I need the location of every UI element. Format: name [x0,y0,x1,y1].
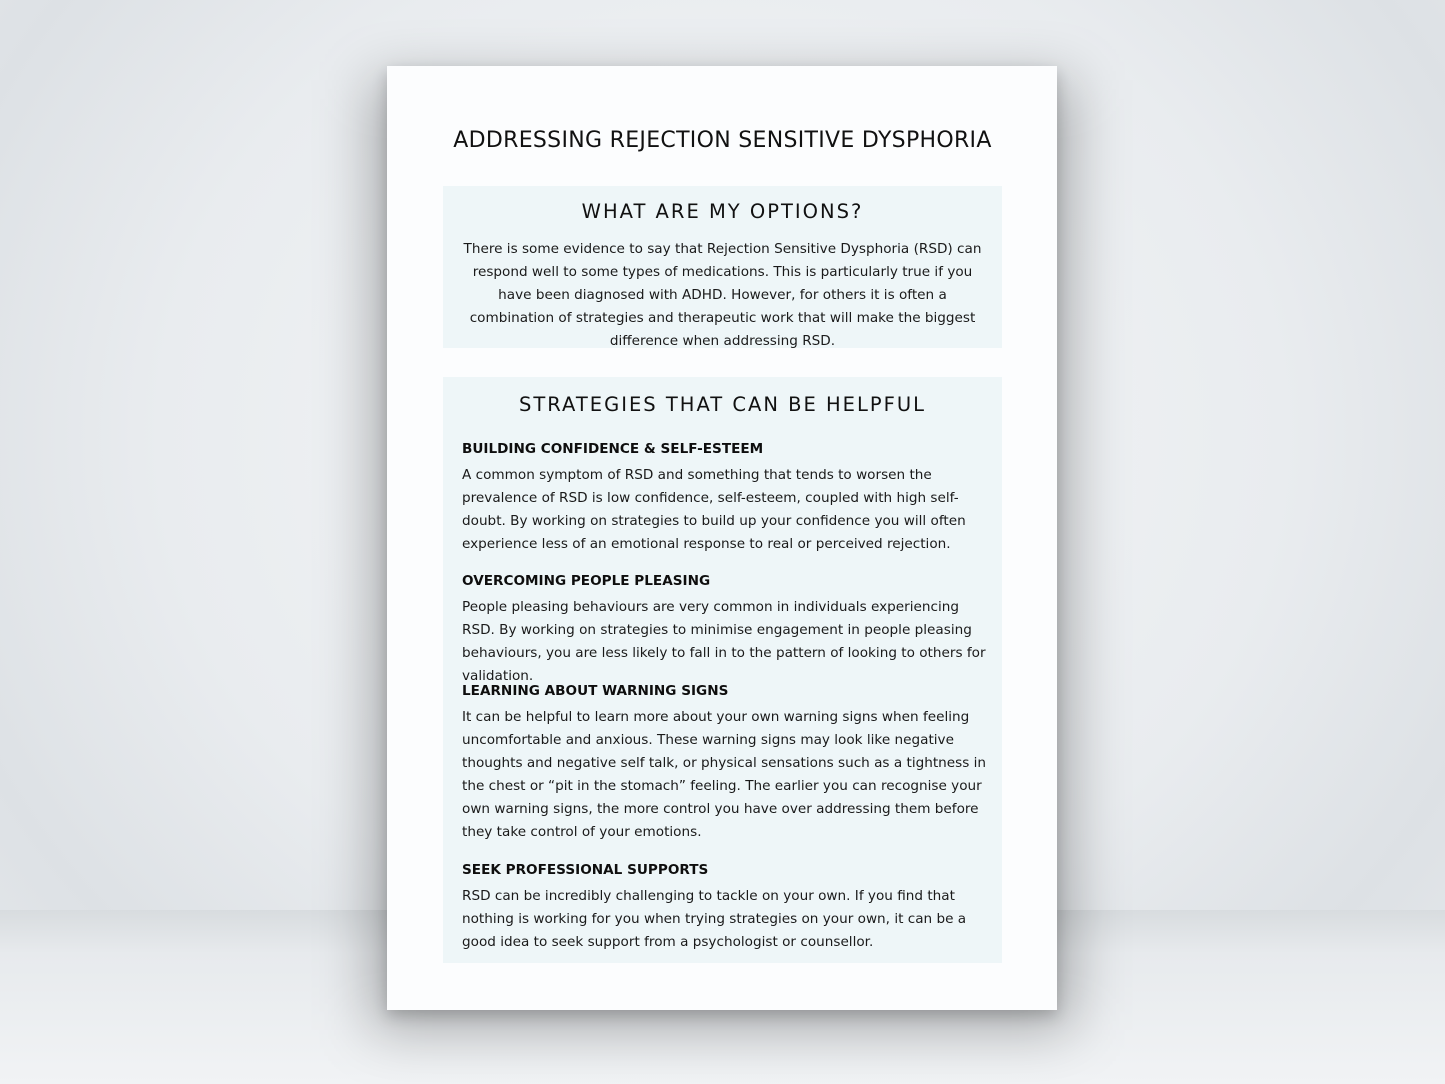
strategy-body: People pleasing behaviours are very common in individuals experiencing RSD. By working on strategies to minimise engagement in people pleasing behaviours, you are less likely to fall in to the pattern of looking to others for validation. [462,599,986,684]
strategy-professional-support [462,859,987,954]
strategy-body: A common symptom of RSD and something that tends to worsen the prevalence of RSD is low confidence, self-esteem, coupled with high self-doubt. By working on strategies to build up your confidence you will often experience less of an emotional response to real or perceived rejection. [462,467,966,552]
strategies-panel [443,377,1002,963]
options-body: There is some evidence to say that Rejection Sensitive Dysphoria (RSD) can respond well to some types of medications. This is particularly true if you have been diagnosed with ADHD. However, for others it is often a combination of strategies and therapeutic work that will make the biggest difference when addressing RSD. [463,241,982,349]
strategy-body: It can be helpful to learn more about your own warning signs when feeling uncomfortable and anxious. These warning signs may look like negative thoughts and negative self talk, or physical sensations such as a tightness in the chest or “pit in the stomach” feeling. The earlier you can recognise your own warning signs, the more control you have over addressing them before they take control of your emotions. [462,709,987,840]
strategy-body: RSD can be incredibly challenging to tackle on your own. If you find that nothing is working for you when trying strategies on your own, it can be a good idea to seek support from a psychologist or counsellor. [462,888,967,950]
strategy-title: LEARNING ABOUT WARNING SIGNS [462,683,729,699]
options-heading: WHAT ARE MY OPTIONS? [581,200,864,223]
strategies-heading: STRATEGIES THAT CAN BE HELPFUL [519,393,926,416]
strategy-confidence [462,438,987,556]
strategy-warning-signs [462,680,987,844]
strategy-people-pleasing [462,570,987,688]
document-title: ADDRESSING REJECTION SENSITIVE DYSPHORIA [453,128,992,153]
strategy-title: BUILDING CONFIDENCE & SELF-ESTEEM [462,441,764,457]
options-panel [443,186,1002,348]
strategy-title: SEEK PROFESSIONAL SUPPORTS [462,862,709,878]
strategy-title: OVERCOMING PEOPLE PLEASING [462,573,711,589]
